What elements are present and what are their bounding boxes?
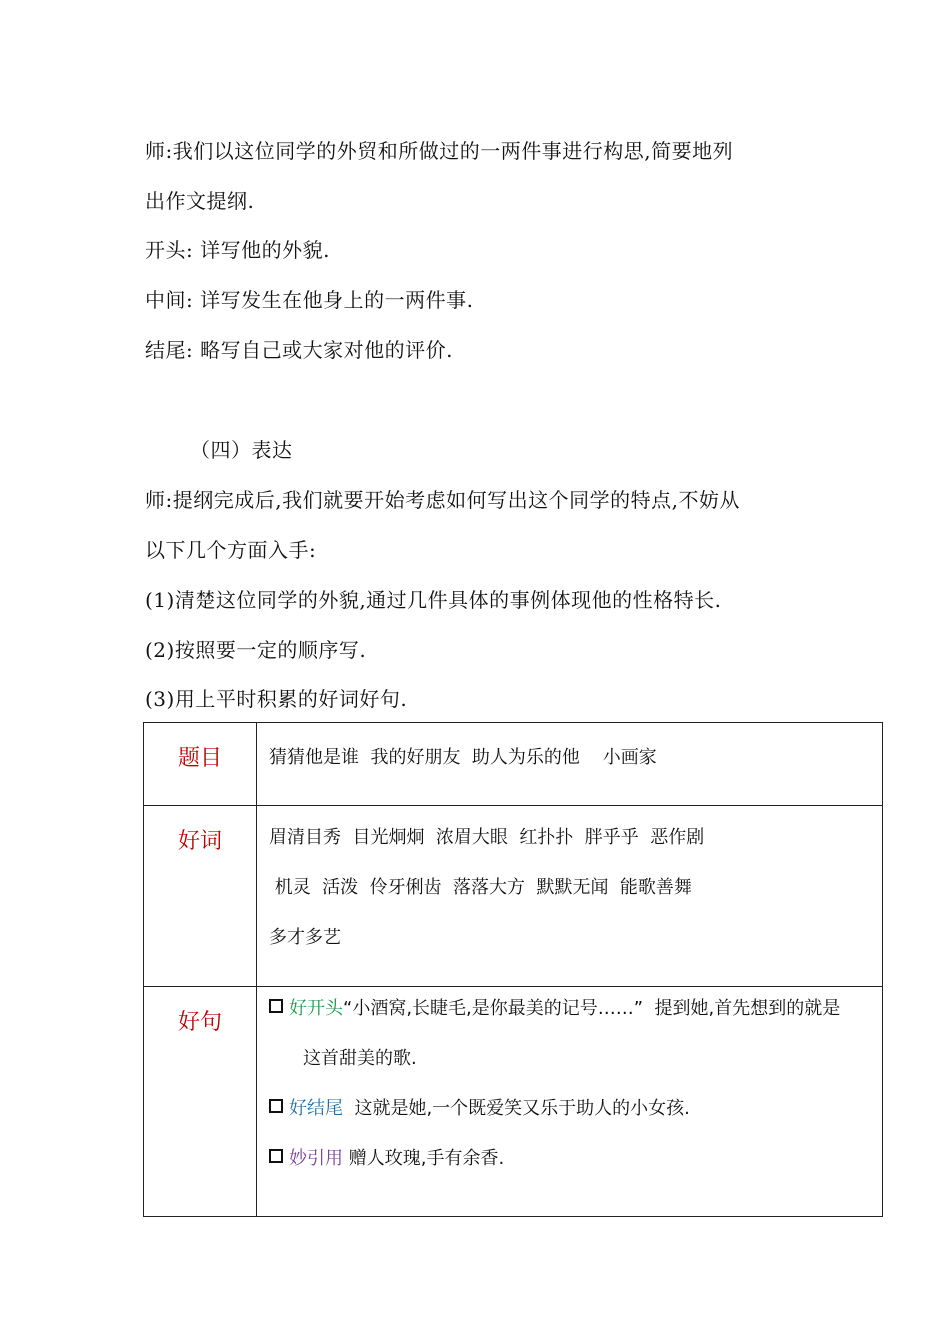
- paragraph-4: 以下几个方面入手:: [145, 538, 317, 562]
- table-row-titles: [144, 723, 883, 806]
- words-line-2: 机灵 活泼 伶牙俐齿 落落大方 默默无闻 能歌善舞: [269, 877, 692, 898]
- label-titles: 题目: [144, 723, 257, 806]
- label-sentences: 好句: [144, 987, 257, 1217]
- reference-table: [143, 722, 883, 1217]
- titles-list: 猜猜他是谁 我的好朋友 助人为乐的他 小画家: [269, 747, 657, 768]
- words-line-3: 多才多艺: [269, 927, 341, 948]
- outline-opening: 开头: 详写他的外貌.: [145, 238, 330, 262]
- paragraph-1: 师:我们以这位同学的外贸和所做过的一两件事进行构思,简要地列: [145, 139, 734, 163]
- checkbox-icon: [269, 999, 283, 1013]
- sentence-quote-text: 赠人玫瑰,手有余香.: [343, 1148, 505, 1169]
- paragraph-3: 师:提纲完成后,我们就要开始考虑如何写出这个同学的特点,不妨从: [145, 488, 740, 512]
- tip-3: (3)用上平时积累的好词好句.: [145, 687, 408, 711]
- label-words: 好词: [144, 806, 257, 987]
- sentence-opening-text: “小酒窝,长睫毛,是你最美的记号……” 提到她,首先想到的就是: [343, 998, 841, 1019]
- checkbox-icon: [269, 1099, 283, 1113]
- table-row-sentences: [144, 987, 883, 1217]
- words-line-1: 眉清目秀 目光炯炯 浓眉大眼 红扑扑 胖乎乎 恶作剧: [269, 827, 705, 848]
- tip-2: (2)按照要一定的顺序写.: [145, 638, 367, 662]
- sentence-ending: [269, 1097, 872, 1121]
- checkbox-icon: [269, 1149, 283, 1163]
- tag-ending: 好结尾: [289, 1098, 343, 1119]
- outline-ending: 结尾: 略写自己或大家对他的评价.: [145, 338, 453, 362]
- sentence-ending-text: 这就是她,一个既爱笑又乐于助人的小女孩.: [343, 1098, 690, 1119]
- paragraph-2: 出作文提纲.: [145, 189, 255, 213]
- sentence-opening: [269, 997, 872, 1021]
- table-row-words: [144, 806, 883, 987]
- titles-text: [257, 723, 883, 806]
- tip-1: (1)清楚这位同学的外貌,通过几件具体的事例体现他的性格特长.: [145, 588, 722, 612]
- tag-quote: 妙引用: [289, 1148, 343, 1169]
- tag-opening: 好开头: [289, 998, 343, 1019]
- words-cell: [257, 806, 883, 987]
- sentence-quote: [269, 1147, 872, 1171]
- sentences-cell: [257, 987, 883, 1217]
- sentence-opening-cont: 这首甜美的歌.: [303, 1048, 417, 1069]
- outline-middle: 中间: 详写发生在他身上的一两件事.: [145, 288, 474, 312]
- section-heading: （四）表达: [190, 438, 293, 462]
